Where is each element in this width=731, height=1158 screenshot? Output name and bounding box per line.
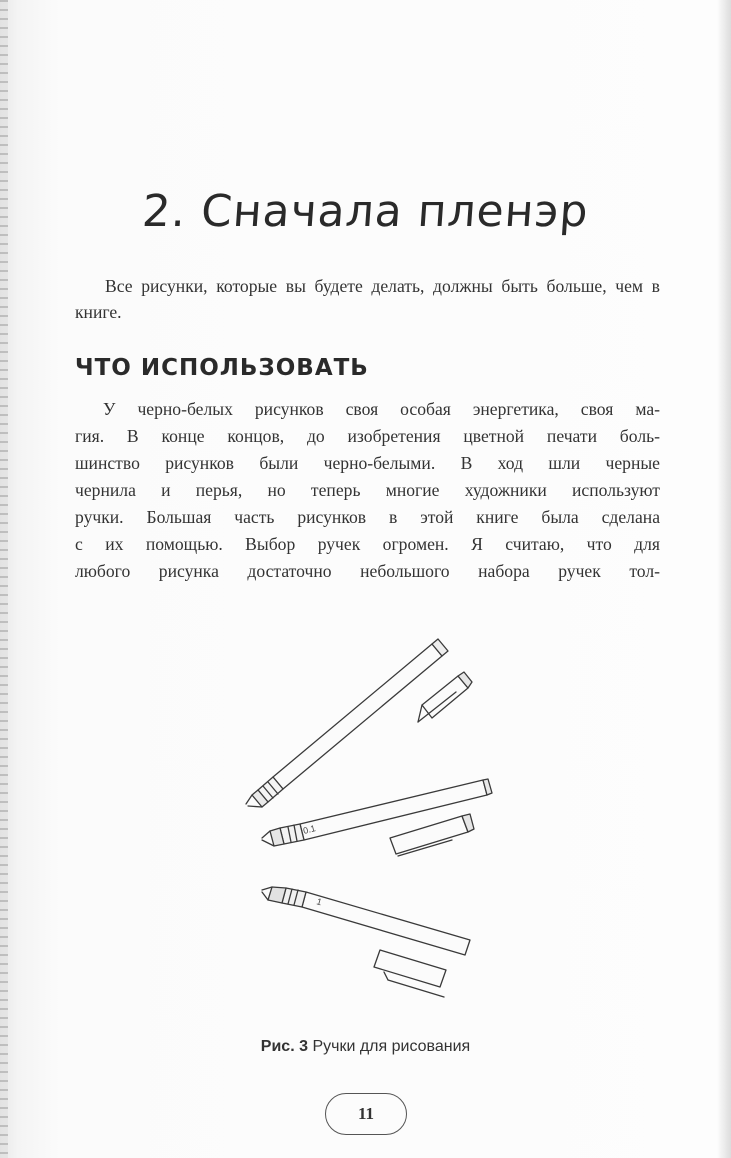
body-line: с их помощью. Выбор ручек огромен. Я считаю, что для — [75, 534, 660, 554]
caption-text: Ручки для рисования — [308, 1038, 471, 1055]
pen-1-drawing — [246, 639, 448, 807]
body-line: гия. В конце концов, до изобретения цветной печати боль- — [75, 426, 660, 446]
body-line: любого рисунка достаточно небольшого набора ручек тол- — [75, 561, 660, 581]
page-number: 11 — [357, 1104, 375, 1123]
caption-label: Рис. 3 — [260, 1038, 308, 1055]
chapter-title: 2. Сначала пленэр — [140, 186, 591, 237]
body-line: ручки. Большая часть рисунков в этой книге была сделана — [75, 507, 660, 527]
page-number-badge — [325, 1093, 407, 1135]
cap-1-drawing — [418, 672, 472, 722]
pens-illustration — [240, 632, 500, 1002]
spiral-binding — [0, 0, 8, 1158]
cap-2-drawing — [390, 814, 474, 856]
body-line: У черно-белых рисунков своя особая энергетика, своя ма- — [103, 399, 660, 419]
section-heading: ЧТО ИСПОЛЬЗОВАТЬ — [75, 355, 369, 381]
figure-caption — [0, 1038, 731, 1056]
pen-2-drawing — [262, 779, 492, 846]
body-paragraph — [75, 396, 660, 585]
pen-size-label: 1 — [315, 896, 324, 908]
page-edge-shadow — [717, 0, 731, 1158]
intro-paragraph: Все рисунки, которые вы будете делать, должны быть больше, чем в книге. — [75, 276, 660, 322]
pen-size-label: 0.1 — [302, 823, 317, 836]
pen-3-drawing — [262, 887, 470, 955]
body-line: шинство рисунков были черно-белыми. В ход шли черные — [75, 453, 660, 473]
body-line: чернила и перья, но теперь многие художники используют — [75, 480, 660, 500]
cap-3-drawing — [374, 950, 446, 997]
